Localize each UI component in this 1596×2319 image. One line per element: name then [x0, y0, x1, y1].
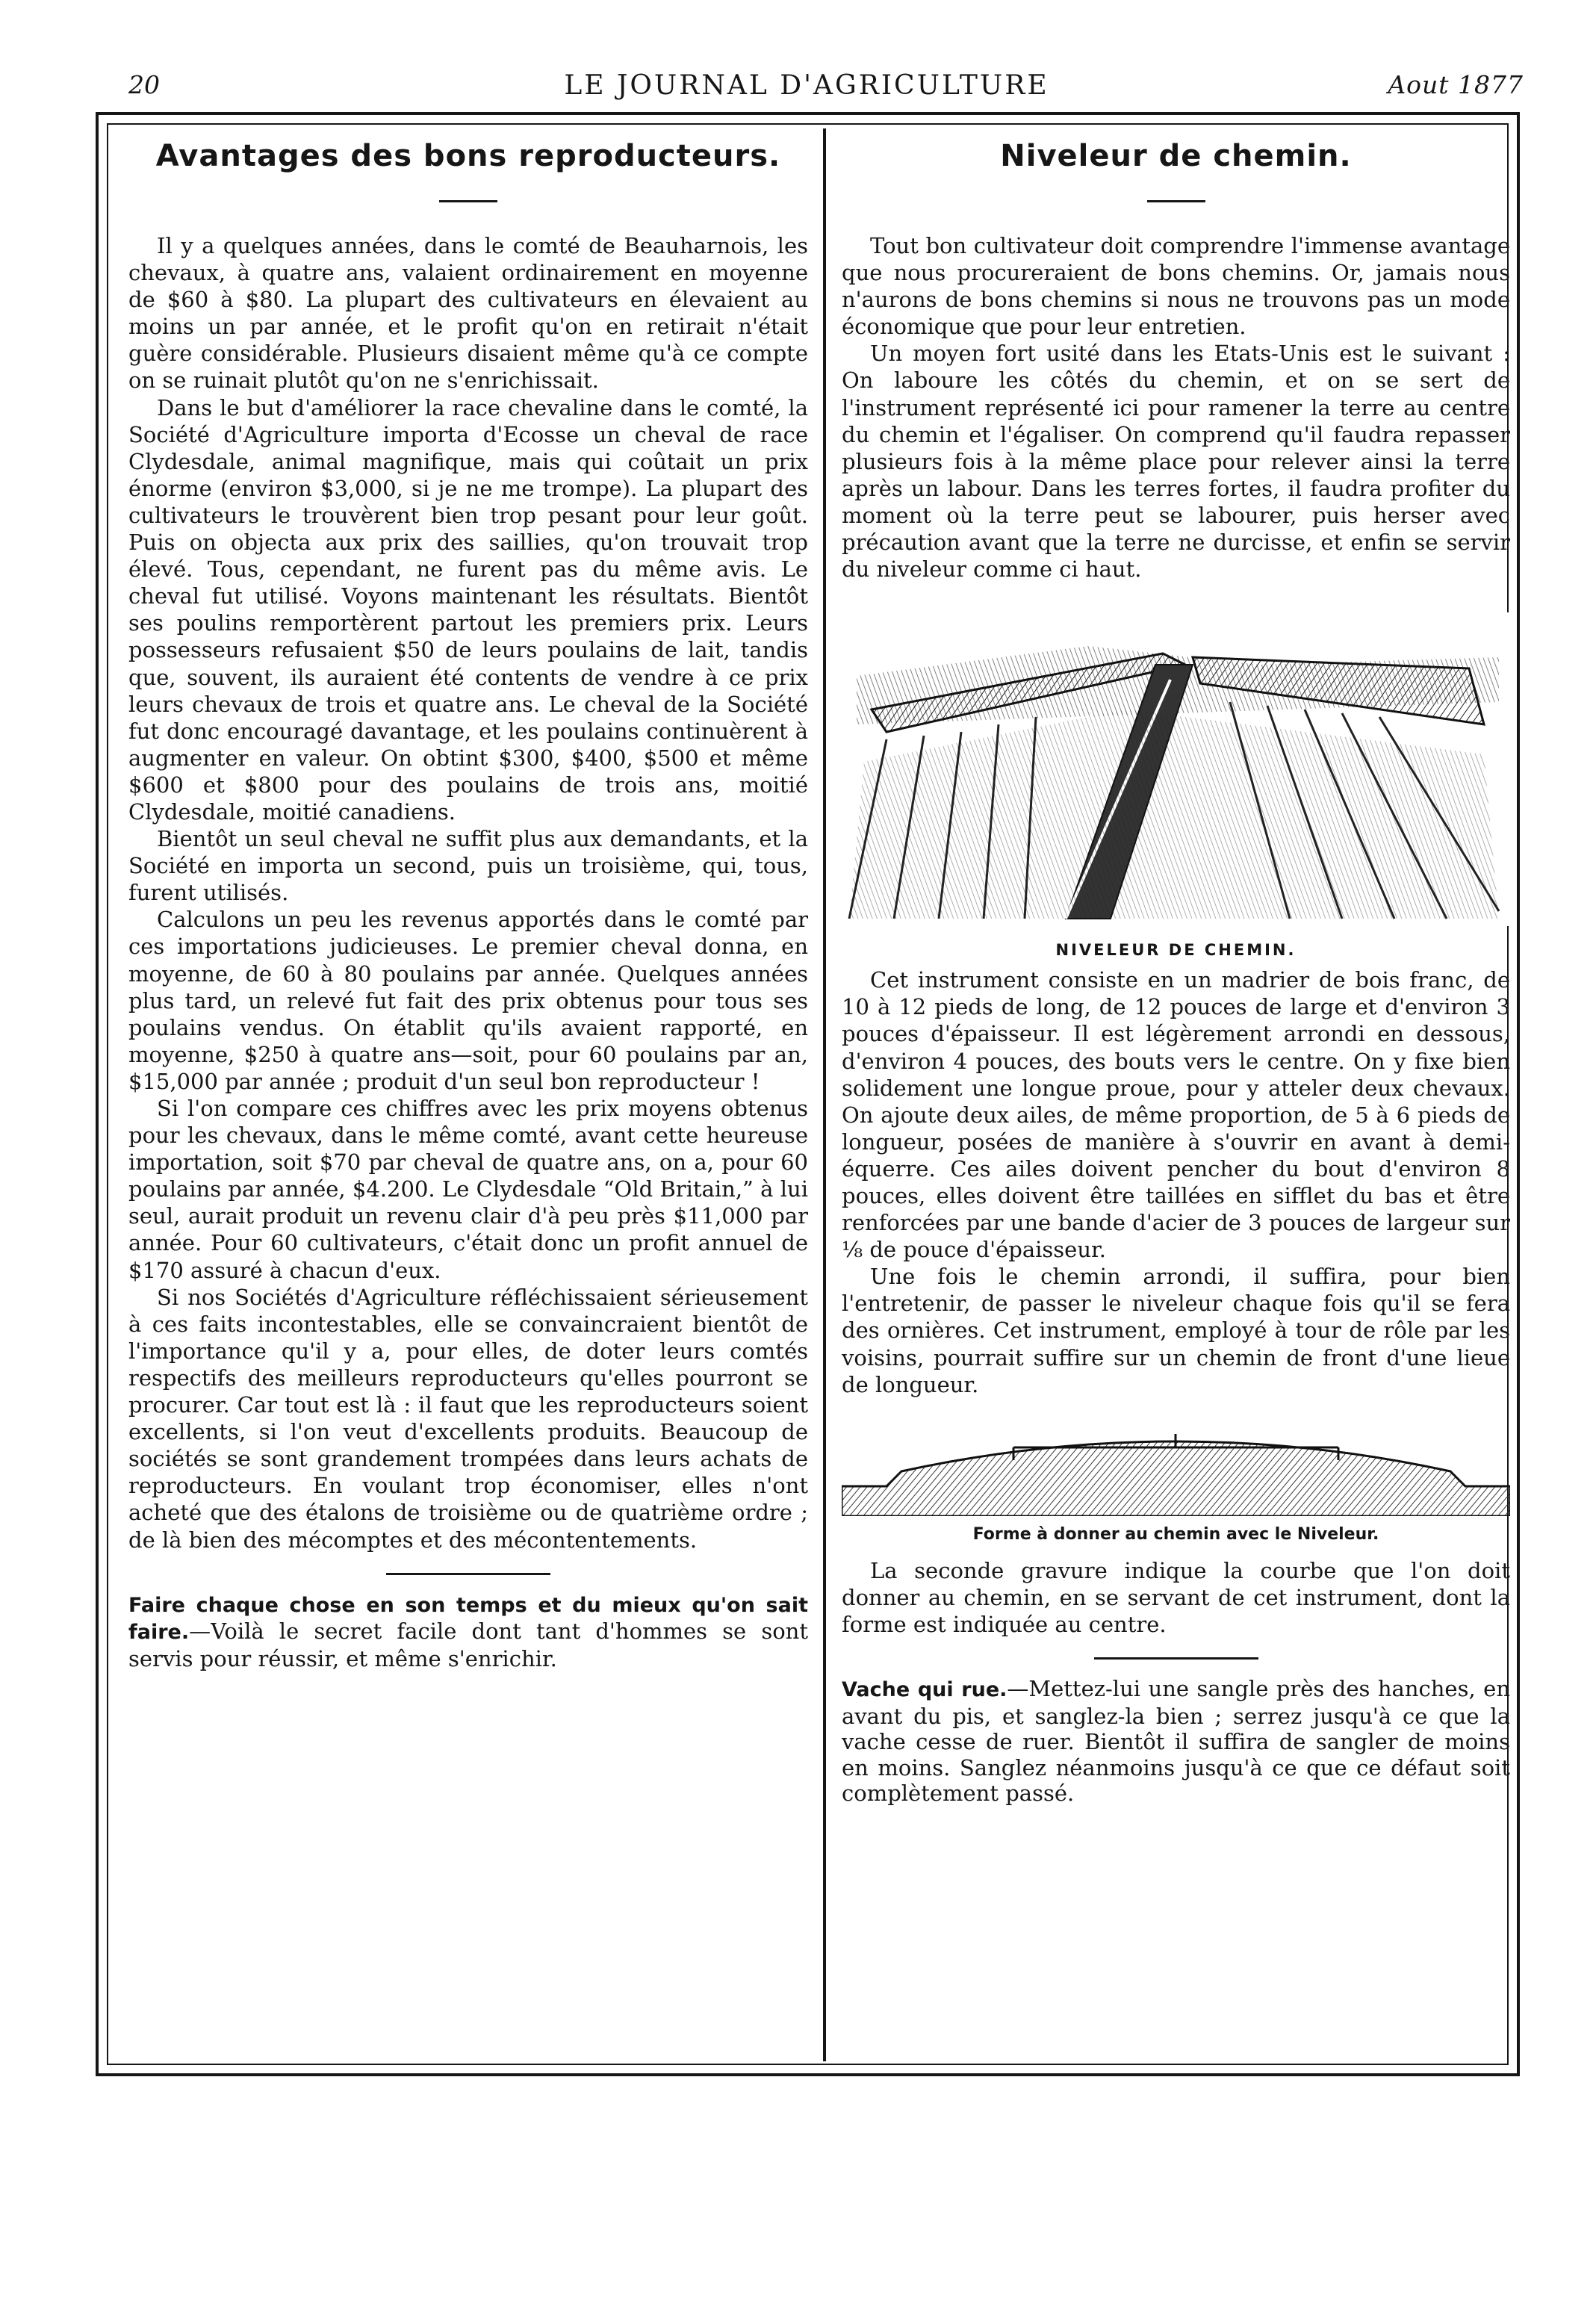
left-paragraph: Si l'on compare ces chiffres avec les prix moyens obtenus pour les chevaux, dans le même comté, avant cette heureuse importation, soit $70 par cheval de quatre ans, on a, pour 60 poulains par année, $4.200. Le Clydesdale “Old Britain,” à lui seul, aurait produit un revenu clair d'à peu près $11,000 par année. Pour 60 cultivateurs, c'était donc un profit annuel de $170 assuré à chacun d'eux.: [128, 1096, 808, 1283]
right-paragraph: La seconde gravure indique la courbe que l'on doit donner au chemin, en se servant de cet instrument, dont la forme est indiquée au centre.: [842, 1557, 1510, 1637]
issue-date: Aout 1877: [1388, 70, 1524, 99]
right-paragraph: Une fois le chemin arrondi, il suffira, pour bien l'entretenir, de passer le niveleur chaque fois qu'il se fera des ornières. Cet instrument, employé à tour de rôle par les voisins, pourrait suffire sur un chemin de front d'une lieue de longueur.: [842, 1264, 1510, 1397]
left-paragraph: Bientôt un seul cheval ne suffit plus aux demandants, et la Société en importa un second, puis un troisième, qui, tous, furent utilisés.: [128, 826, 808, 906]
section-rule: [1094, 1657, 1258, 1660]
figure-caption: NIVELEUR DE CHEMIN.: [1055, 941, 1297, 960]
figure-caption: Forme à donner au chemin avec le Niveleur.: [972, 1524, 1379, 1544]
left-article-title: Avantages des bons reproducteurs.: [155, 139, 781, 173]
right-note: [842, 1676, 1510, 1807]
page-number: 20: [128, 70, 160, 99]
page-header: [90, 70, 1524, 103]
right-note-text: —Mettez-lui une sangle près des hanches, en avant du pis, et sanglez-la bien ; serrez jusqu'à ce que la vache cesse de ruer. Bientôt il suffira de sangler de moins en moins. Sanglez néanmoins jusqu'à ce que ce défaut soit complètement passé.: [842, 1676, 1510, 1806]
left-paragraph: Il y a quelques années, dans le comté de Beauharnois, les chevaux, à quatre ans, valaient ordinairement en moyenne de $60 à $80. La plupart des cultivateurs en élevaient au moins un par année, et le profit qu'on en retirait n'était guère considérable. Plusieurs disaient même qu'à ce compte on se ruinait plutôt qu'on ne s'enrichissait.: [128, 233, 808, 394]
road-leveler-engraving: [842, 612, 1510, 926]
title-rule: [1147, 200, 1205, 202]
left-note-text: —Voilà le secret facile dont tant d'hommes se sont servis pour réussir, et même s'enrichir.: [128, 1618, 808, 1671]
right-column: [842, 134, 1510, 1807]
left-paragraph: Calculons un peu les revenus apportés dans le comté par ces importations judicieuses. Le premier cheval donna, en moyenne, de 60 à 80 poulains par année. Quelques années plus tard, un relevé fut fait des prix obtenus pour tous ses poulains vendus. On établit qu'ils avaient rapporté, en moyenne, $250 à quatre ans—soit, pour 60 poulains par an, $15,000 par année ; produit d'un seul bon reproducteur !: [128, 907, 808, 1094]
left-paragraph: Dans le but d'améliorer la race chevaline dans le comté, la Société d'Agriculture importa d'Ecosse un cheval de race Clydesdale, animal magnifique, mais qui coûtait un prix énorme (environ $3,000, si je ne me trompe). La plupart des cultivateurs le trouvèrent bien trop pesant pour leur goût. Puis on objecta aux prix des saillies, qu'on trouvait trop élevé. Tous, cependant, ne furent pas du même avis. Le cheval fut utilisé. Voyons maintenant les résultats. Bientôt ses poulins remportèrent partout les premiers prix. Leurs possesseurs refusaient $50 de leurs poulains de lait, tandis que, souvent, ils auraient été contents de vendre à ce prix leurs chevaux de trois et quatre ans. Le cheval de la Société fut donc encouragé davantage, et les poulains continuèrent à augmenter en valeur. On obtint $300, $400, $500 et même $600 et $800 pour des poulains de trois ans, moitié Clydesdale, moitié canadiens.: [128, 394, 808, 825]
journal-title: LE JOURNAL D'AGRICULTURE: [564, 70, 1049, 101]
road-profile-illustration: [842, 1419, 1510, 1516]
right-article-title: Niveleur de chemin.: [1000, 139, 1352, 173]
right-paragraph: Cet instrument consiste en un madrier de bois franc, de 10 à 12 pieds de long, de 12 pouces de large et d'environ 3 pouces d'épaisseur. Il est légèrement arrondi en dessous, d'environ 4 pouces, des bouts vers le centre. On y fixe bien solidement une longue proue, pour y atteler deux chevaux. On ajoute deux ailes, de même proportion, de 5 à 6 pieds de longueur, posées de manière à s'ouvrir en avant à demi-équerre. Ces ailes doivent pencher du bout d'environ 8 pouces, elles doivent être taillées en sifflet du bas et être renforcées par une bande d'acier de 3 pouces de largeur sur ⅛ de pouce d'épaisseur.: [842, 967, 1510, 1263]
right-paragraph: Tout bon cultivateur doit comprendre l'immense avantage que nous procureraient de bons chemins. Or, jamais nous n'aurons de bons chemins si nous ne trouvons pas un mode économique que pour leur entretien.: [842, 233, 1510, 340]
left-note-lead: Faire chaque chose en son temps et du mieux qu'on sait faire.: [128, 1593, 808, 1645]
road-profile-engraving: [842, 1419, 1510, 1516]
column-divider: [823, 128, 826, 2061]
left-note: [128, 1592, 808, 1672]
right-note-lead: Vache qui rue.: [842, 1678, 1007, 1701]
left-column: [128, 134, 808, 1671]
left-paragraph: Si nos Sociétés d'Agriculture réfléchissaient sérieusement à ces faits incontestables, elle se convaincraient bientôt de l'importance qu'il y a, pour elles, de doter leurs comtés respectifs des meilleurs reproducteurs qu'elles pourront se procurer. Car tout est là : il faut que les reproducteurs soient excellents, si l'on veut d'excellents produits. Beaucoup de sociétés se sont grandement trompées dans leurs achats de reproducteurs. En voulant trop économiser, elles n'ont acheté que des étalons de troisième ou de quatrième ordre ; de là bien des mécomptes et des mécontentements.: [128, 1284, 808, 1553]
section-rule: [386, 1573, 550, 1575]
road-leveler-illustration: [842, 612, 1510, 926]
title-rule: [439, 200, 497, 202]
right-paragraph: Un moyen fort usité dans les Etats-Unis est le suivant : On laboure les côtés du chemin, et on se sert de l'instrument représenté ici pour ramener la terre au centre du chemin et l'égaliser. On comprend qu'il faudra repasser plusieurs fois à la même place pour relever ainsi la terre après un labour. Dans les terres fortes, il faudra profiter du moment où la terre peut se labourer, puis herser avec précaution avant que la terre ne durcisse, et enfin se servir du niveleur comme ci haut.: [842, 341, 1510, 583]
